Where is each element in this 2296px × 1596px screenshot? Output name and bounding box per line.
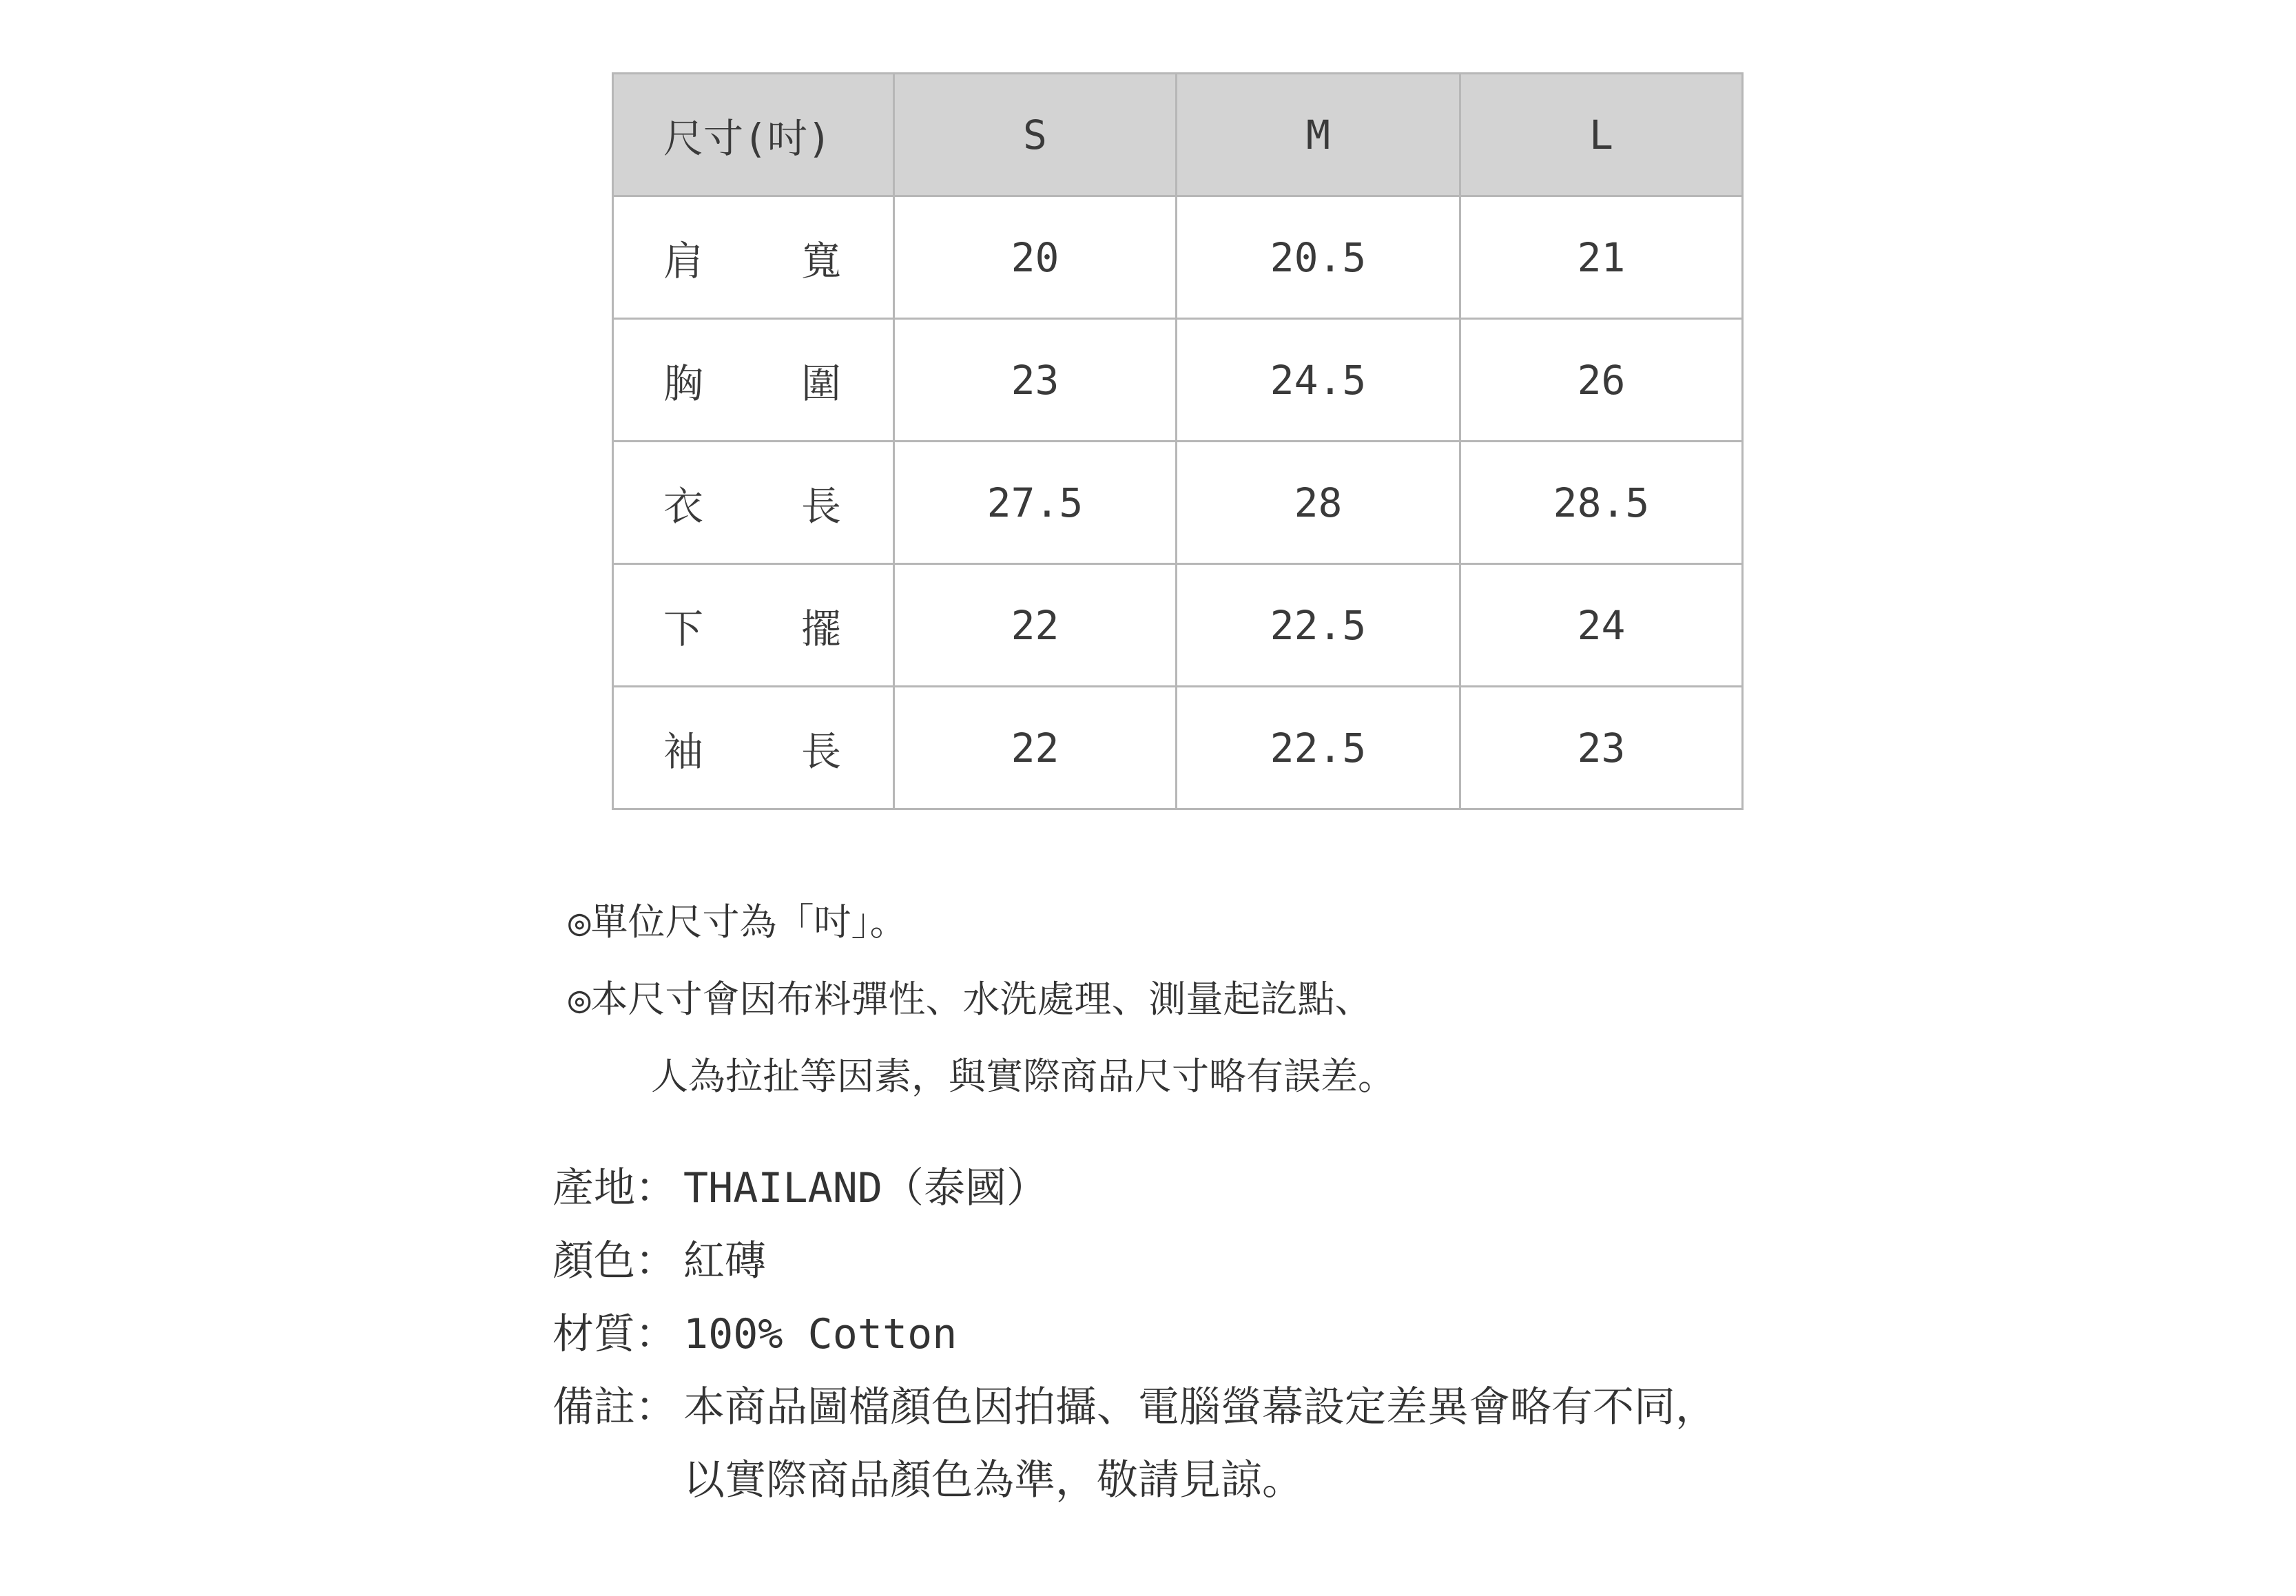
- cell-hem-l: 24: [1460, 564, 1743, 687]
- row-label-part: 長: [800, 482, 841, 530]
- table-row: [613, 687, 1743, 809]
- cell-chest-s: 23: [894, 319, 1177, 442]
- row-label-part: 下: [663, 605, 704, 652]
- spec-remark-cont: [552, 1444, 1717, 1517]
- table-row: [613, 564, 1743, 687]
- note-unit: ◎單位尺寸為「吋」。: [568, 900, 907, 944]
- header-size-s: S: [894, 74, 1177, 196]
- table-row: [613, 319, 1743, 442]
- spec-color: [552, 1225, 1717, 1298]
- cell-hem-m: 22.5: [1177, 564, 1460, 687]
- row-label-length: [613, 442, 894, 564]
- table-header-row: [613, 74, 1743, 196]
- spec-remark-line2: 以實際商品顏色為準，敬請見諒。: [683, 1456, 1303, 1504]
- cell-sleeve-s: 22: [894, 687, 1177, 809]
- spec-remark-label: 備註：: [552, 1383, 676, 1431]
- spec-remark: [552, 1371, 1717, 1444]
- header-size-m: M: [1177, 74, 1460, 196]
- row-label-part: 長: [800, 727, 841, 775]
- row-label-part: 袖: [663, 727, 704, 775]
- row-label-part: 衣: [663, 482, 704, 530]
- row-label-hem: [613, 564, 894, 687]
- note-variance: ◎本尺寸會因布料彈性、水洗處理、測量起訖點、: [568, 977, 1372, 1021]
- table-row: [613, 442, 1743, 564]
- table-row: [613, 196, 1743, 319]
- spec-remark-line1: 本商品圖檔顏色因拍攝、電腦螢幕設定差異會略有不同，: [683, 1383, 1717, 1431]
- cell-length-s: 27.5: [894, 442, 1177, 564]
- product-specs: [552, 1152, 1717, 1517]
- spec-material: [552, 1298, 1717, 1371]
- spec-origin-label: 產地：: [552, 1164, 676, 1212]
- spec-origin-value: THAILAND（泰國）: [683, 1164, 1048, 1212]
- size-chart-table: [612, 72, 1744, 810]
- row-label-part: 胸: [663, 360, 704, 407]
- row-label-part: 寬: [800, 237, 841, 284]
- spec-color-value: 紅磚: [683, 1237, 766, 1285]
- row-label-chest: [613, 319, 894, 442]
- cell-chest-l: 26: [1460, 319, 1743, 442]
- cell-sleeve-m: 22.5: [1177, 687, 1460, 809]
- row-label-part: 圍: [800, 360, 841, 407]
- cell-chest-m: 24.5: [1177, 319, 1460, 442]
- row-label-part: 擺: [800, 605, 841, 652]
- row-label-part: 肩: [663, 237, 704, 284]
- cell-length-l: 28.5: [1460, 442, 1743, 564]
- header-size-l: L: [1460, 74, 1743, 196]
- row-label-shoulder: [613, 196, 894, 319]
- spec-material-value: 100% Cotton: [683, 1310, 958, 1358]
- size-notes: [568, 884, 1395, 1115]
- header-size-unit: 尺寸(吋): [613, 74, 894, 196]
- spec-color-label: 顏色：: [552, 1237, 676, 1285]
- cell-shoulder-m: 20.5: [1177, 196, 1460, 319]
- cell-length-m: 28: [1177, 442, 1460, 564]
- note-variance-cont: 人為拉扯等因素，與實際商品尺寸略有誤差。: [651, 1055, 1395, 1098]
- spec-origin: [552, 1152, 1717, 1225]
- cell-sleeve-l: 23: [1460, 687, 1743, 809]
- cell-shoulder-s: 20: [894, 196, 1177, 319]
- spec-material-label: 材質：: [552, 1310, 676, 1358]
- cell-hem-s: 22: [894, 564, 1177, 687]
- row-label-sleeve: [613, 687, 894, 809]
- cell-shoulder-l: 21: [1460, 196, 1743, 319]
